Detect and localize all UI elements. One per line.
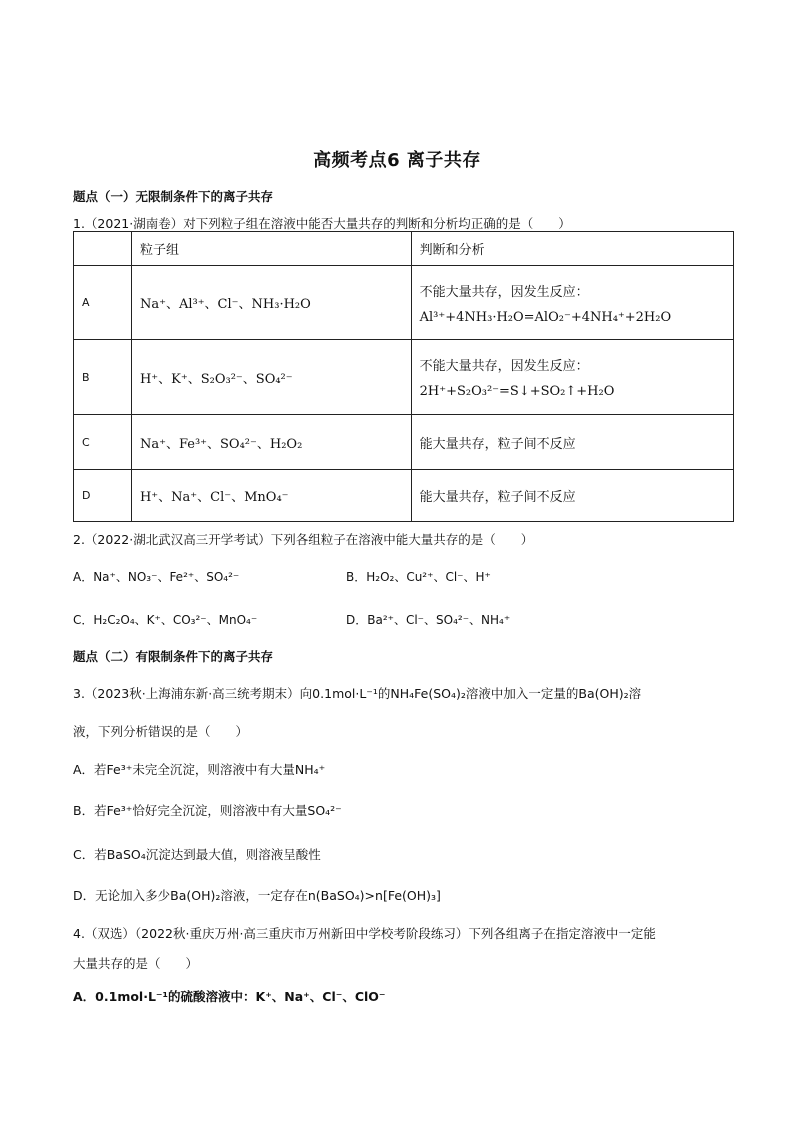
q2-option-d: D．Ba²⁺、Cl⁻、SO₄²⁻、NH₄⁺ xyxy=(346,613,511,627)
reaction-equation: Al³⁺+4NH₃·H₂O=AlO₂⁻+4NH₄⁺+2H₂O xyxy=(419,309,672,325)
row-particles: Na⁺、Al³⁺、Cl⁻、NH₃·H₂O xyxy=(131,266,411,340)
row-particles: H⁺、Na⁺、Cl⁻、MnO₄⁻ xyxy=(131,470,411,522)
q2-stem: 2.（2022·湖北武汉高三开学考试）下列各组粒子在溶液中能大量共存的是（ ） xyxy=(73,532,534,547)
row-analysis: 能大量共存，粒子间不反应 xyxy=(411,470,733,522)
q1-table xyxy=(73,231,734,522)
q3-option-b: B．若Fe³⁺恰好完全沉淀，则溶液中有大量SO₄²⁻ xyxy=(73,803,342,818)
row-label: A xyxy=(74,266,132,340)
reaction-equation: 2H⁺+S₂O₃²⁻=S↓+SO₂↑+H₂O xyxy=(419,384,615,399)
q3-option-d: D．无论加入多少Ba(OH)₂溶液，一定存在n(BaSO₄)>n[Fe(OH)₃] xyxy=(73,888,441,903)
section-heading-1: 题点（一）无限制条件下的离子共存 xyxy=(73,189,274,204)
q3-option-a: A．若Fe³⁺未完全沉淀，则溶液中有大量NH₄⁺ xyxy=(73,762,326,777)
row-analysis xyxy=(411,340,733,415)
table-header-blank xyxy=(74,232,132,266)
row-particles: H⁺、K⁺、S₂O₃²⁻、SO₄²⁻ xyxy=(131,340,411,415)
q2-option-b: B．H₂O₂、Cu²⁺、Cl⁻、H⁺ xyxy=(346,570,491,584)
q2-option-a: A．Na⁺、NO₃⁻、Fe²⁺、SO₄²⁻ xyxy=(73,570,240,584)
q3-option-c: C．若BaSO₄沉淀达到最大值，则溶液呈酸性 xyxy=(73,847,321,862)
row-label: C xyxy=(74,415,132,470)
q4-stem-line1: 4.（双选）（2022秋·重庆万州·高三重庆市万州新田中学校考阶段练习）下列各组离子在指定溶液中一定能 xyxy=(73,926,656,941)
table-row xyxy=(74,340,734,415)
q3-stem-line2: 液，下列分析错误的是（ ） xyxy=(73,724,249,739)
q4-option-a: A．0.1mol·L⁻¹的硫酸溶液中：K⁺、Na⁺、Cl⁻、ClO⁻ xyxy=(73,989,386,1004)
table-header-particles: 粒子组 xyxy=(131,232,411,266)
q4-stem-line2: 大量共存的是（ ） xyxy=(73,956,199,971)
analysis-text: 不能大量共存，因发生反应： xyxy=(419,284,589,300)
row-label: D xyxy=(74,470,132,522)
q3-stem-line1: 3.（2023秋·上海浦东新·高三统考期末）向0.1mol·L⁻¹的NH₄Fe(SO₄)₂溶液中加入一定量的Ba(OH)₂溶 xyxy=(73,686,642,701)
row-particles: Na⁺、Fe³⁺、SO₄²⁻、H₂O₂ xyxy=(131,415,411,470)
table-header-analysis: 判断和分析 xyxy=(411,232,733,266)
page-title: 高频考点6 离子共存 xyxy=(313,150,481,171)
table-row xyxy=(74,415,734,470)
table-row xyxy=(74,266,734,340)
row-analysis: 能大量共存，粒子间不反应 xyxy=(411,415,733,470)
analysis-text: 不能大量共存，因发生反应： xyxy=(419,359,589,374)
section-heading-2: 题点（二）有限制条件下的离子共存 xyxy=(73,649,274,664)
table-row xyxy=(74,470,734,522)
q1-stem: 1.（2021·湖南卷）对下列粒子组在溶液中能否大量共存的判断和分析均正确的是（ ） xyxy=(73,216,571,231)
row-analysis xyxy=(411,266,733,340)
q2-option-c: C．H₂C₂O₄、K⁺、CO₃²⁻、MnO₄⁻ xyxy=(73,613,258,627)
row-label: B xyxy=(74,340,132,415)
table-header-row xyxy=(74,232,734,266)
